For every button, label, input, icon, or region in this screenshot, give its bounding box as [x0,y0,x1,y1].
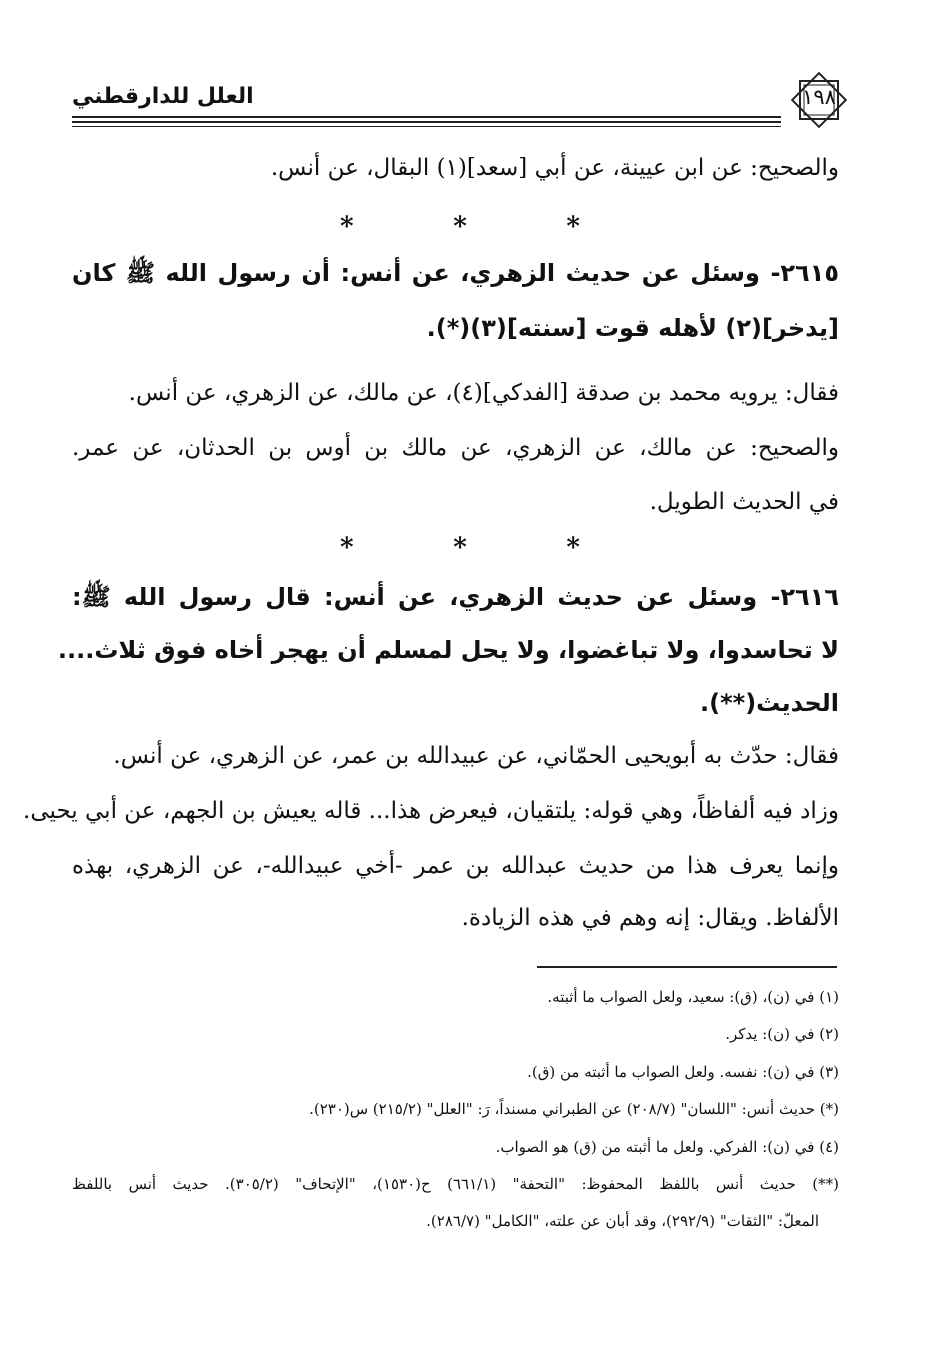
footnote: (١) في (ن)، (ق): سعيد، ولعل الصواب ما أثبته. [547,988,839,1006]
entry-heading-2615-cont: [يدخر](٢) لأهله قوت [سنته](٣)(*). [426,314,839,342]
text-line: والصحيح: عن ابن عيينة، عن أبي [سعد](١) البقال، عن أنس. [270,155,839,181]
page-number: ١٩٨ [802,85,836,109]
text-line: فقال: حدّث به أبويحيى الحمّاني، عن عبيدالله بن عمر، عن الزهري، عن أنس. [113,743,839,769]
separator-star: * [566,533,580,563]
section-separator [340,533,580,563]
entry-heading-2616-end: الحديث(**). [700,689,839,717]
separator-star: * [340,533,354,563]
footnote: (٣) في (ن): نفسه. ولعل الصواب ما أثبته من (ق). [527,1063,839,1081]
entry-heading-2616: ٢٦١٦- وسئل عن حديث الزهري، عن أنس: قال رسول الله ﷺ: [72,583,839,611]
text-line: فقال: يرويه محمد بن صدقة [الفدكي](٤)، عن مالك، عن الزهري، عن أنس. [128,380,839,406]
page-number-badge [791,72,847,128]
footnote-cont: المعلّ: "الثقات" (٢٩٢/٩)، وقد أبان عن علته، "الكامل" (٢٨٦/٧). [426,1212,819,1230]
text-line: الألفاظ. ويقال: إنه وهم في هذه الزيادة. [461,905,839,931]
text-line: وزاد فيه ألفاظاً، وهي قوله: يلتقيان، فيعرض هذا... قاله يعيش بن الجهم، عن أبي يحيى. [23,798,839,824]
footnote: (٤) في (ن): الفركي. ولعل ما أثبته من (ق) هو الصواب. [495,1138,839,1156]
header-rule [72,116,781,118]
entry-heading-2616-cont: لا تحاسدوا، ولا تباغضوا، ولا يحل لمسلم أن يهجر أخاه فوق ثلاث.... [57,636,839,664]
text-line: وإنما يعرف هذا من حديث عبدالله بن عمر -أخي عبيدالله-، عن الزهري، بهذه [72,853,839,879]
running-header [72,72,847,128]
section-separator [340,212,580,242]
text-line: والصحيح: عن مالك، عن الزهري، عن مالك بن أوس بن الحدثان، عن عمر. [72,435,839,461]
book-title: العلل للدارقطني [72,84,254,109]
footnote: (**) حديث أنس باللفظ المحفوظ: "التحفة" (٦٦١/١) ح(١٥٣٠)، "الإتحاف" (٣٠٥/٢). حديث أنس باللفظ [72,1175,839,1193]
footnote-rule [537,966,837,968]
footnote: (*) حديث أنس: "اللسان" (٢٠٨/٧) عن الطبراني مسنداً، رَ: "العلل" (٢١٥/٢) س(٢٣٠). [309,1100,839,1118]
entry-heading-2615: ٢٦١٥- وسئل عن حديث الزهري، عن أنس: أن رسول الله ﷺ كان [72,259,839,287]
separator-star: * [453,533,467,563]
header-rule [72,121,781,123]
separator-star: * [453,212,467,242]
separator-star: * [340,212,354,242]
footnote: (٢) في (ن): يدكر. [725,1025,839,1043]
text-line: في الحديث الطويل. [649,489,839,515]
header-rule [72,126,781,127]
separator-star: * [566,212,580,242]
